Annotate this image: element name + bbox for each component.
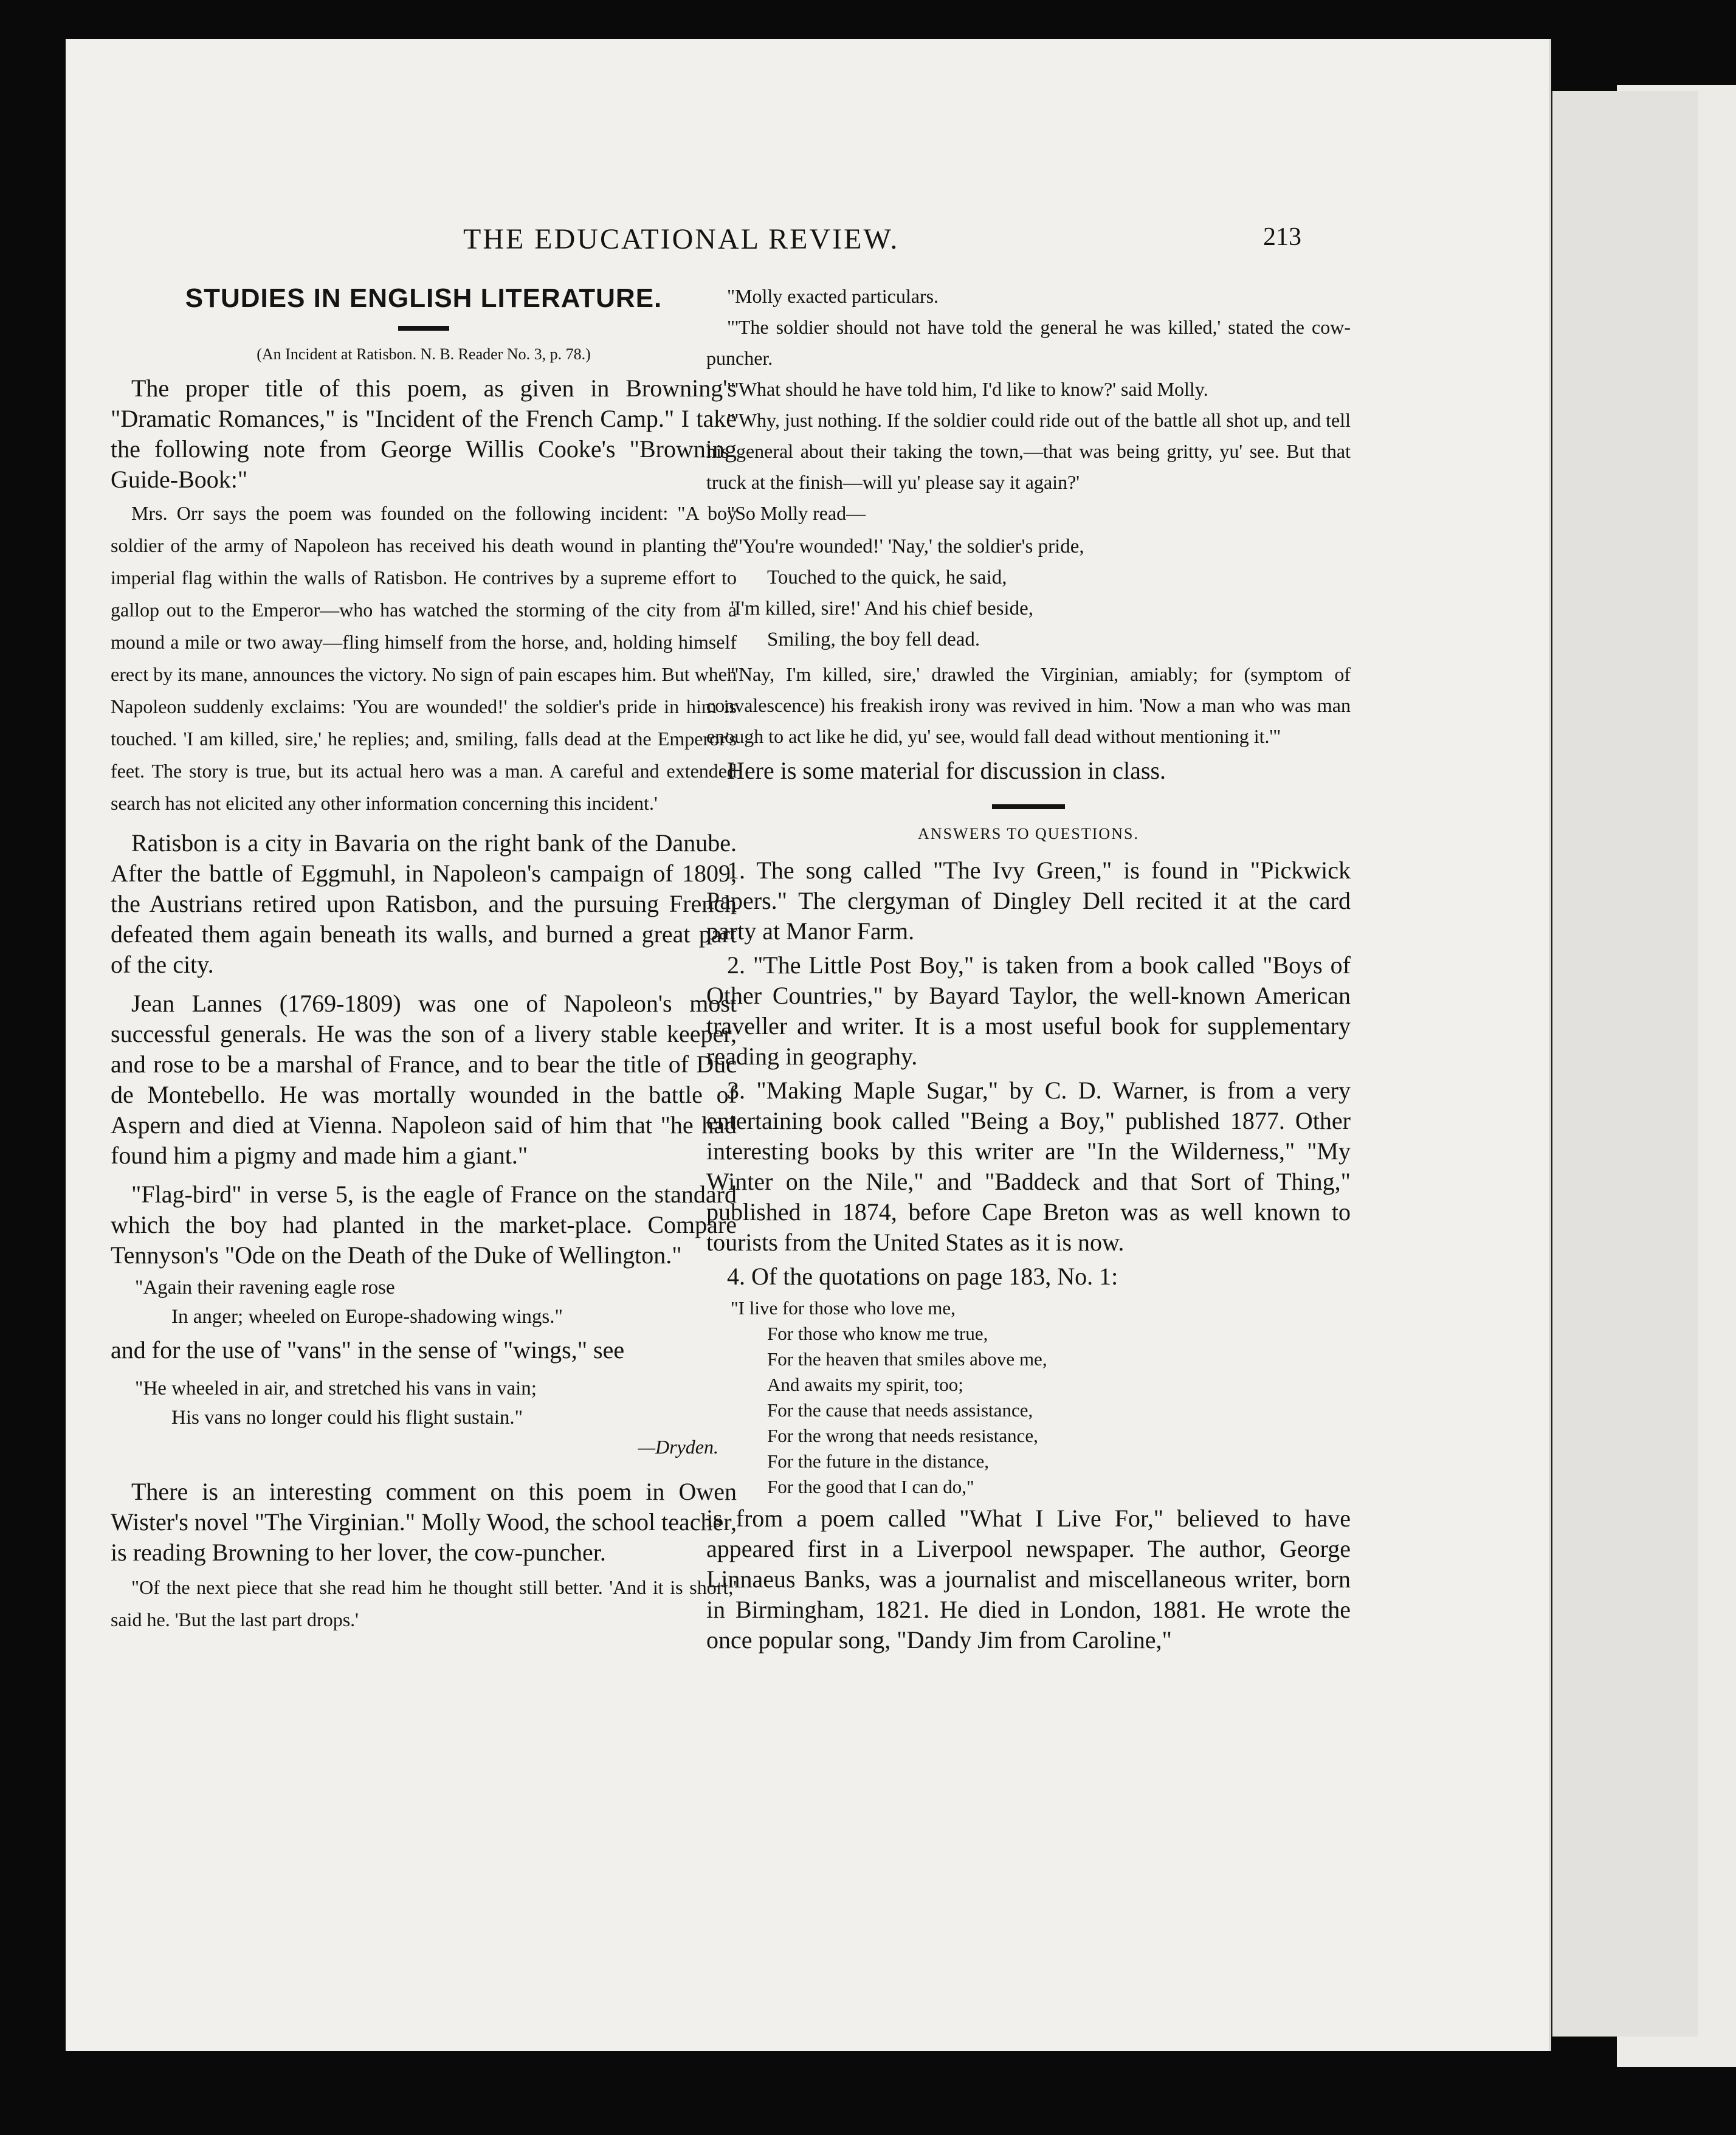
block-quote: "'Why, just nothing. If the soldier could ride out of the battle all shot up, and tell his general about their taking the town,—that was being gritty, yu' see. But that truck at the finish—will yu' please say it again?' [706, 409, 1351, 493]
verse-line: Smiling, the boy fell dead. [767, 629, 980, 650]
verse-line: 'I'm killed, sire!' And his chief beside, [731, 598, 1034, 619]
article-title: STUDIES IN ENGLISH LITERATURE. [185, 283, 663, 313]
answer-item: 4. Of the quotations on page 183, No. 1: [727, 1263, 1118, 1290]
block-quote: "'What should he have told him, I'd like to know?' said Molly. [727, 378, 1208, 400]
paragraph: Jean Lannes (1769-1809) was one of Napoleon's most successful generals. He was the son of a livery stable keeper, and rose to be a marshal of France, and to bear the title of Duc de Montebello. He was mortally wounded in the battle of Aspern and died at Vienna. Napoleon said of him that "he had found him a pigmy and made him a giant." [111, 990, 737, 1169]
section-rule [992, 804, 1065, 809]
answer-item: 2. "The Little Post Boy," is taken from a book called "Boys of Other Countries," by Bayard Taylor, the well-known American traveller and writer. It is a most useful book for supplementary reading in geography. [706, 951, 1351, 1070]
left-column [111, 283, 737, 1636]
answers-heading: ANSWERS TO QUESTIONS. [918, 825, 1139, 843]
paragraph: Here is some material for discussion in class. [727, 757, 1166, 784]
block-quote: "Of the next piece that she read him he thought still better. 'And it is short,' said he. 'But the last part drops.' [111, 1576, 737, 1630]
paragraph: is from a poem called "What I Live For," believed to have appeared first in a Liverpool newspaper. The author, George Linnaeus Banks, was a journalist and miscellaneous writer, born in Birmingham, 1821. He died in London, 1881. He wrote the once popular song, "Dandy Jim from Caroline," [706, 1505, 1351, 1654]
verse-line: "'You're wounded!' 'Nay,' the soldier's pride, [731, 536, 1084, 557]
block-quote: Mrs. Orr says the poem was founded on the following incident: "A boy soldier of the army of Napoleon has received his death wound in planting the imperial flag within the walls of Ratisbon. He contrives by a supreme effort to gallop out to the Emperor—who has watched the storming of the city from a mound a mile or two away—fling himself from the horse, and, holding himself erect by its mane, announces the victory. No sign of pain escapes him. But when Napoleon suddenly exclaims: 'You are wounded!' the soldier's pride in him is touched. 'I am killed, sire,' he replies; and, smiling, falls dead at the Emperor's feet. The story is true, but its actual hero was a man. A careful and extended search has not elicited any other information concerning this incident.' [111, 502, 737, 814]
page-number: 213 [1263, 223, 1301, 251]
block-quote: "Molly exacted particulars. [727, 285, 939, 307]
verse-line: Touched to the quick, he said, [767, 567, 1007, 588]
answer-item: 1. The song called "The Ivy Green," is found in "Pickwick Papers." The clergyman of Dingley Dell recited it at the card party at Manor Farm. [706, 857, 1351, 945]
verse-line: In anger; wheeled on Europe-shadowing wings." [171, 1306, 563, 1328]
verse-line: "He wheeled in air, and stretched his vans in vain; [135, 1378, 537, 1399]
verse-line: For the good that I can do," [767, 1476, 974, 1497]
paragraph: The proper title of this poem, as given in Browning's "Dramatic Romances," is "Incident of the French Camp." I take the following note from George Willis Cooke's "Browning Guide-Book:" [111, 374, 737, 493]
right-column [706, 281, 1351, 1655]
block-quote: "'Nay, I'm killed, sire,' drawled the Virginian, amiably; for (symptom of convalescence) his freakish irony was revived in him. 'Now a man who was man enough to act like he did, yu' see, would fall dead without mentioning it.'" [706, 663, 1351, 747]
paragraph: There is an interesting comment on this poem in Owen Wister's novel "The Virginian." Molly Wood, the school teacher, is reading Browning to her lover, the cow-puncher. [111, 1478, 737, 1566]
block-quote: "So Molly read— [727, 502, 866, 524]
verse-line: For those who know me true, [767, 1323, 988, 1344]
verse-line: For the heaven that smiles above me, [767, 1348, 1047, 1370]
paragraph: "Flag-bird" in verse 5, is the eagle of France on the standard which the boy had planted in the market-place. Compare Tennyson's "Ode on the Death of the Duke of Wellington." [111, 1181, 737, 1269]
verse-banks [706, 1295, 1351, 1500]
verse-dryden [111, 1374, 737, 1432]
verse-line: For the cause that needs assistance, [767, 1399, 1033, 1421]
verse-line: For the wrong that needs resistance, [767, 1425, 1038, 1446]
verse-line: And awaits my spirit, too; [767, 1374, 963, 1395]
verse-line: For the future in the distance, [767, 1450, 990, 1472]
page-header [0, 222, 1736, 259]
title-rule [398, 326, 449, 331]
paragraph: and for the use of "vans" in the sense of "wings," see [111, 1336, 625, 1364]
verse-line: His vans no longer could his flight sustain." [171, 1407, 523, 1429]
verse-line: "I live for those who love me, [731, 1297, 956, 1319]
verse-tennyson [111, 1273, 737, 1331]
verse-line: "Again their ravening eagle rose [135, 1277, 395, 1299]
verse-browning [706, 531, 1351, 655]
block-quote: "'The soldier should not have told the general he was killed,' stated the cow-puncher. [706, 316, 1351, 369]
verse-attribution: —Dryden. [638, 1436, 718, 1458]
paragraph: Ratisbon is a city in Bavaria on the right bank of the Danube. After the battle of Eggmuhl, in Napoleon's campaign of 1809, the Austrians retired upon Ratisbon, and the pursuing French defeated them again beneath its walls, and burned a great part of the city. [111, 829, 737, 978]
article-subhead: (An Incident at Ratisbon. N. B. Reader No. 3, p. 78.) [257, 345, 591, 363]
page-edge [1549, 91, 1698, 2037]
answer-item: 3. "Making Maple Sugar," by C. D. Warner, is from a very entertaining book called "Being a Boy," published 1877. Other interesting books by this writer are "In the Wilderness," "My Winter on the Nile," and "Baddeck and that Sort of Thing," published in 1874, before Cape Breton was as well known to tourists from the United States as it is now. [706, 1077, 1351, 1256]
running-head: THE EDUCATIONAL REVIEW. [463, 223, 900, 255]
